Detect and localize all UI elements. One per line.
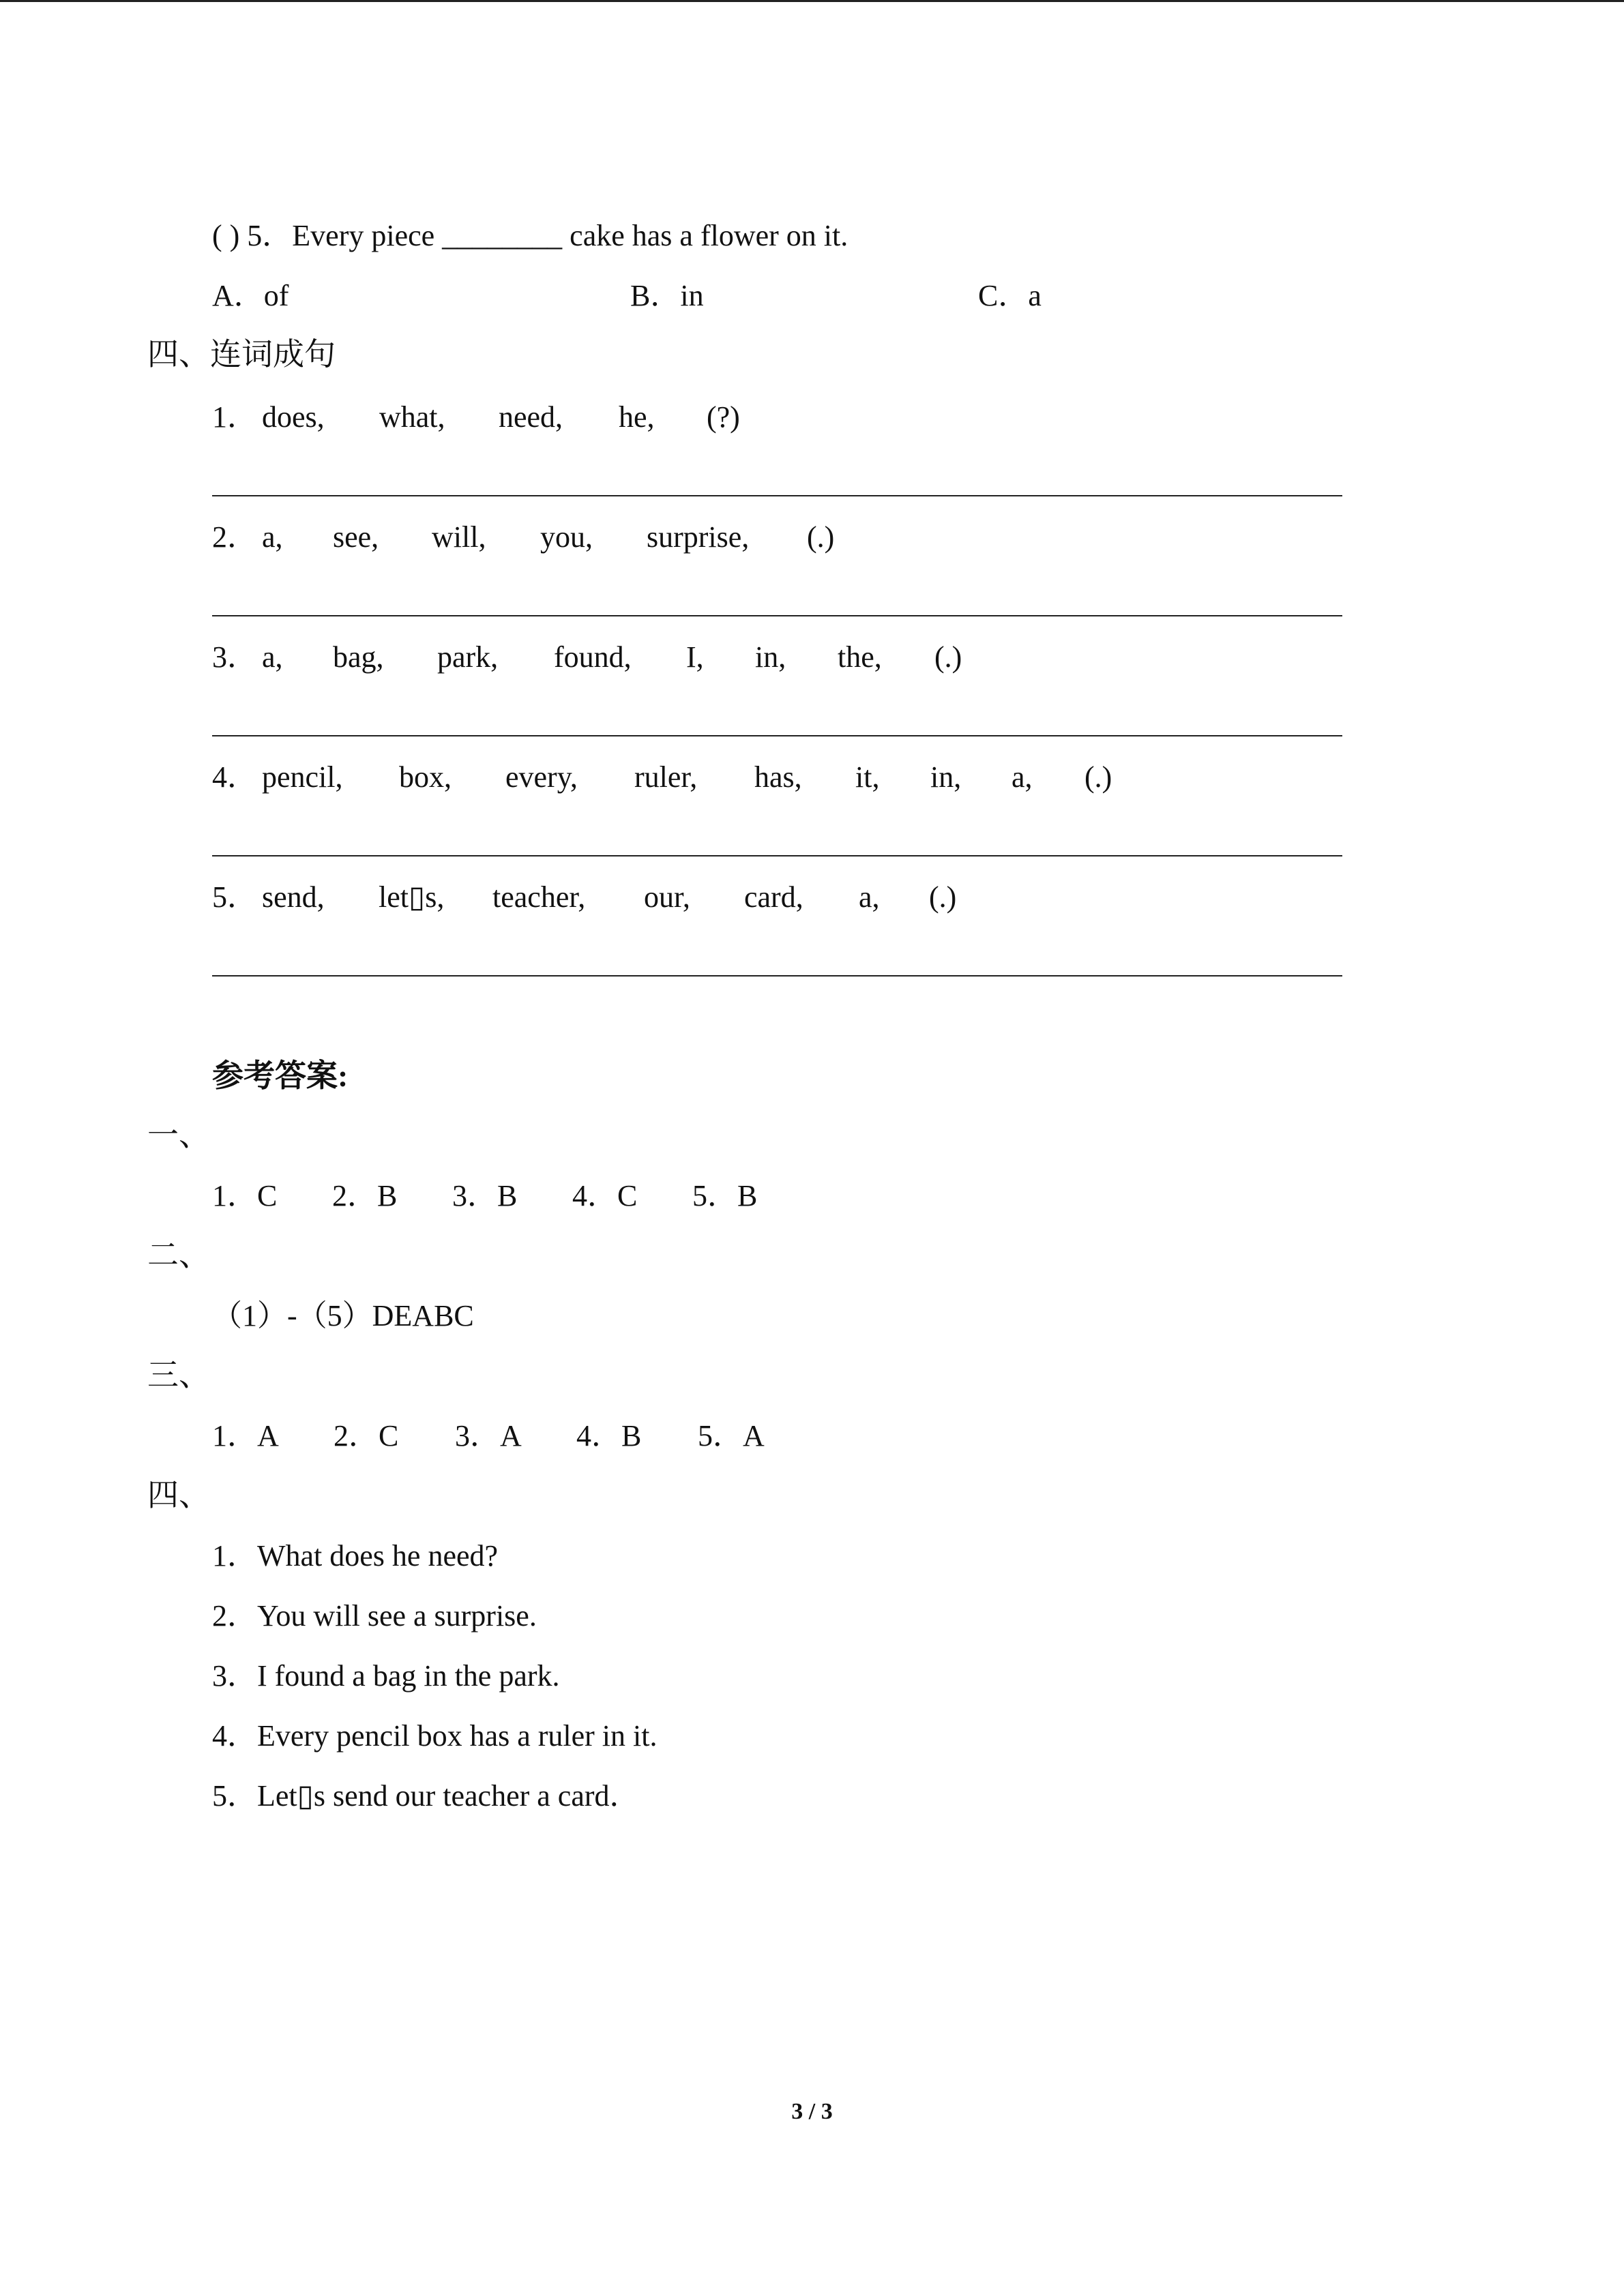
word: has, [754,760,802,794]
word: bag, [333,640,384,674]
word: (.) [934,640,962,674]
word: I, [686,640,704,674]
question-5-option-b: B．in [630,279,704,312]
word: need, [499,400,563,434]
answer: 1．C [212,1179,278,1212]
word: a, [859,880,880,914]
answers-part-4-item-1: 1．What does he need? [212,1539,499,1572]
word: in, [930,760,962,794]
reorder-item-3 [212,638,962,676]
word: the, [838,640,882,674]
answers-part-4-item-2: 2．You will see a surprise. [212,1599,537,1632]
word: card, [744,880,803,914]
word: in, [755,640,786,674]
word: send, [262,880,325,914]
item-number: 2． [212,520,257,554]
reorder-item-2 [212,518,835,556]
answer: 1．A [212,1419,279,1452]
answers-part-4-item-3: 3．I found a bag in the park. [212,1659,560,1693]
word: ruler, [634,760,698,794]
answers-part-4-item-4: 4．Every pencil box has a ruler in it. [212,1719,658,1753]
answer-line-2 [212,615,1342,616]
word: box, [399,760,452,794]
answer: 5．A [698,1419,765,1452]
answers-part-3-label: 三、 [147,1358,210,1392]
item-number: 5． [212,880,257,914]
section-4-title: 四、连词成句 [147,337,336,372]
answer: 4．B [576,1419,642,1452]
word: (.) [1084,760,1112,794]
word: a, [1012,760,1033,794]
item-number: 1． [212,400,257,434]
word: found, [554,640,632,674]
reorder-item-1 [212,398,740,436]
word: does, [262,400,325,434]
answers-part-2-label: 二、 [147,1238,210,1272]
reorder-item-5 [212,878,957,916]
answer-line-1 [212,495,1342,496]
word: a, [262,520,283,554]
word: he, [619,400,655,434]
answer-line-5 [212,975,1342,976]
item-number: 4． [212,760,257,794]
word: a, [262,640,283,674]
answers-part-4-item-5: 5．Let▯s send our teacher a card． [212,1779,640,1813]
reorder-item-4 [212,758,1112,796]
question-5-option-a: A．of [212,279,289,312]
answer: 3．B [452,1179,518,1212]
item-number: 3． [212,640,257,674]
question-5-option-c: C．a [978,279,1042,312]
word: (.) [929,880,957,914]
answers-part-2: （1）-（5）DEABC [212,1299,474,1332]
word: (?) [707,400,740,434]
answers-part-1-label: 一、 [147,1118,210,1152]
page-top-border [0,0,1624,2]
answer: 4．C [572,1179,638,1212]
answers-title: 参考答案: [212,1058,349,1093]
answer: 2．C [334,1419,399,1452]
word: you, [540,520,593,554]
page-number: 3 / 3 [791,2099,833,2124]
word: pencil, [262,760,343,794]
word: every, [505,760,578,794]
word: park, [437,640,499,674]
word: what, [379,400,445,434]
word: will, [432,520,486,554]
answer: 5．B [692,1179,758,1212]
answer: 2．B [332,1179,398,1212]
answers-part-4-label: 四、 [147,1478,210,1512]
word: teacher, [492,880,586,914]
answer: 3．A [455,1419,522,1452]
word: let▯s, [379,880,445,914]
question-5-stem: ( ) 5．Every piece ________ cake has a flower on it. [212,219,848,252]
answer-line-4 [212,855,1342,856]
word: it, [855,760,880,794]
word: our, [644,880,690,914]
word: surprise, [647,520,750,554]
answer-line-3 [212,735,1342,736]
word: see, [333,520,379,554]
word: (.) [807,520,835,554]
